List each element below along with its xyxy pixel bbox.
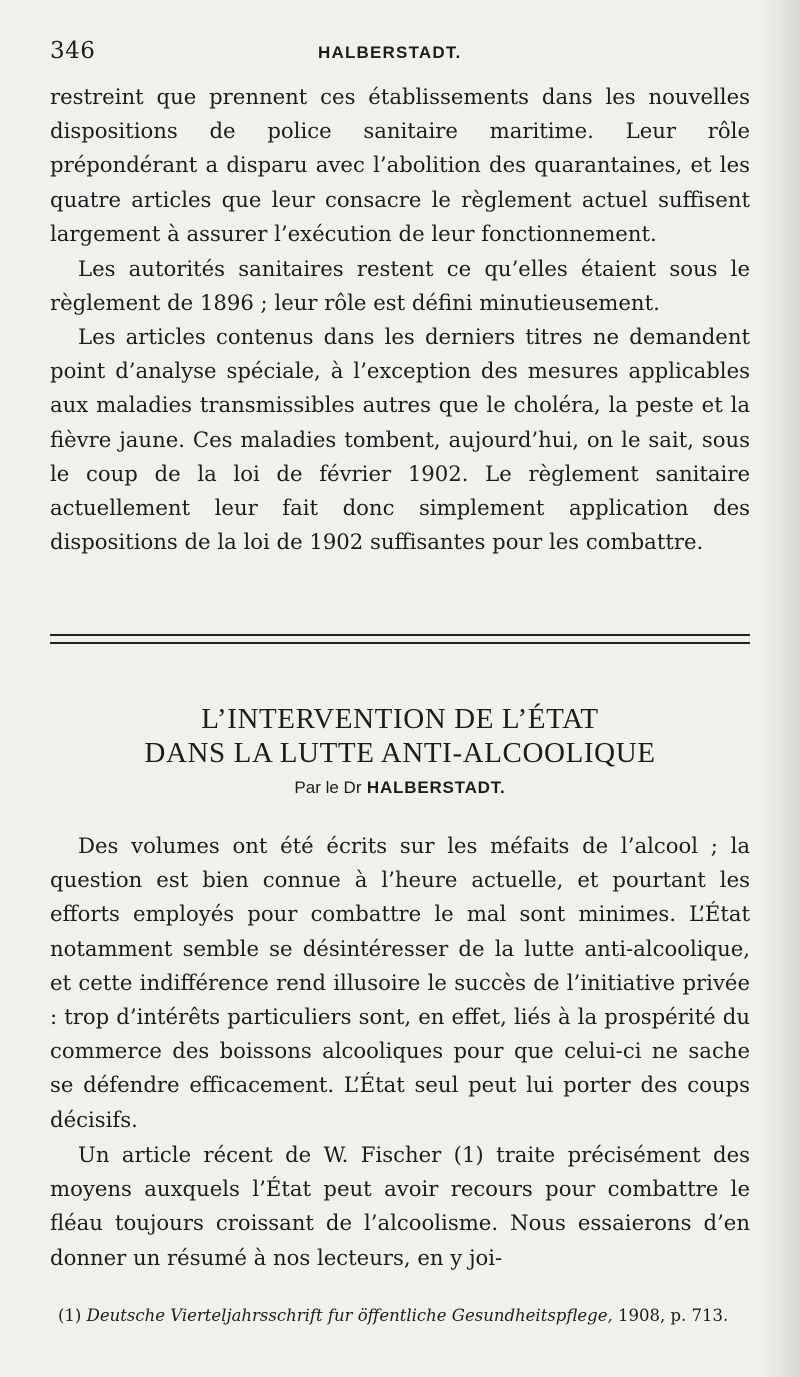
article-paragraph-1: Des volumes ont été écrits sur les méfaits de l’alcool ; la question est bien connue à l’heure actuelle, et pourtant les efforts employés pour combattre le mal sont minimes. L’État notamment semble se désintéresser de la lutte anti-alcoolique, et cette indifférence rend illusoire le succès de l’initiative privée : trop d’intérêts particuliers sont, en effet, liés à la prospérité du commerce des boissons alcooliques pour que celui-ci ne sache se défendre efficacement. L’État seul peut lui porter des coups décisifs. xyxy=(50,833,750,1132)
footnote-source-title: Deutsche Vierteljahrsschrift fur öffentliche Gesundheitspflege, xyxy=(86,1306,613,1325)
footnote-marker: (1) xyxy=(58,1306,82,1325)
footnote-citation: 1908, p. 713. xyxy=(617,1306,729,1325)
previous-article-paragraph-3: Les articles contenus dans les derniers titres ne demandent point d’analyse spéciale, à l’exception des mesures applicables aux maladies transmissibles autres que le choléra, la peste et la fièvre jaune. Ces maladies tombent, aujourd’hui, on le sait, sous le coup de la loi de février 1902. Le règlement sanitaire actuellement leur fait donc simplement application des dispositions de la loi de 1902 suffisantes pour les combattre. xyxy=(50,324,750,555)
article-paragraph-2: Un article récent de W. Fischer (1) traite précisément des moyens auxquels l’État peut avoir recours pour combattre le fléau toujours croissant de l’alcoolisme. Nous essaierons d’en donner un résumé à nos lecteurs, en y joi- xyxy=(50,1142,750,1270)
section-divider-top xyxy=(50,634,750,636)
byline-prefix: Par le Dr xyxy=(294,778,362,797)
article-title-line-1: L’INTERVENTION DE L’ÉTAT xyxy=(201,703,599,735)
page-number: 346 xyxy=(50,38,96,64)
article-title-line-2: DANS LA LUTTE ANTI-ALCOOLIQUE xyxy=(144,737,656,769)
previous-article-paragraph-1: restreint que prennent ces établissements dans les nouvelles dispositions de police sanitaire maritime. Leur rôle prépondérant a disparu avec l’abolition des quarantaines, et les quatre articles que leur consacre le règlement actuel suffisent largement à assurer l’exécution de leur fonctionnement. xyxy=(50,84,750,246)
article-byline xyxy=(50,776,750,800)
previous-article-paragraph-2: Les autorités sanitaires restent ce qu’elles étaient sous le règlement de 1896 ; leur rôle est défini minutieusement. xyxy=(50,256,750,316)
page-header xyxy=(50,38,750,78)
byline-author: HALBERSTADT. xyxy=(366,778,506,797)
page-edge-shadow xyxy=(762,0,800,1377)
running-head: HALBERSTADT. xyxy=(318,43,462,62)
footnote xyxy=(50,1304,750,1328)
section-divider-bottom xyxy=(50,642,750,644)
